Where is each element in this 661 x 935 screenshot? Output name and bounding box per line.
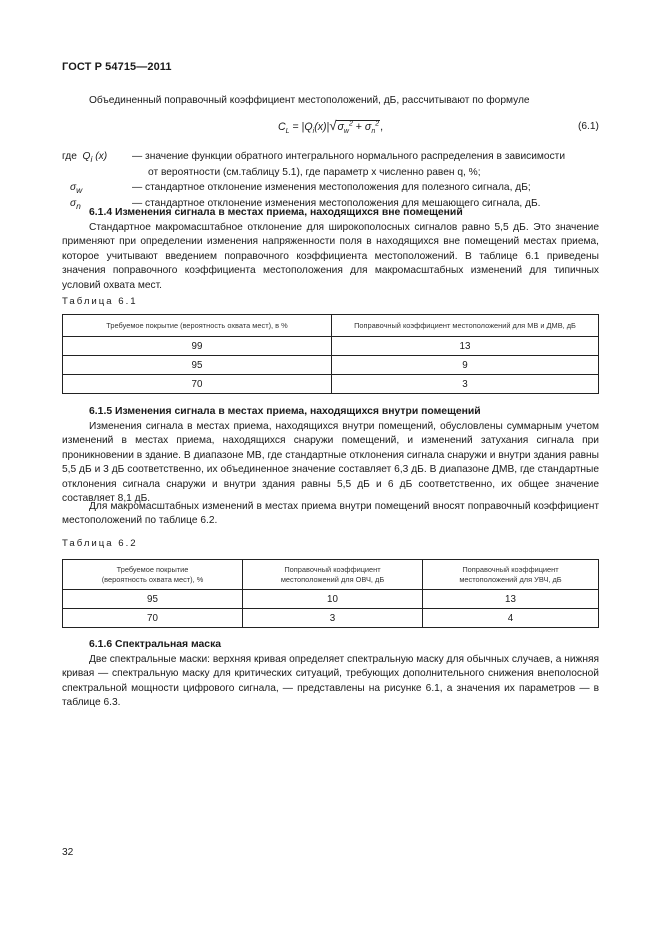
section-6-1-4-text: Стандартное макромасштабное отклонение для широкополосных сигналов равно 5,5 дБ. Это значение применяют при определении изменения напряженности поля в находящихся вне помещений местах приема, которое учитывают введением поправочного коэффициента местоположений. В таблице 6.1 приведены значения поправочного коэффициента местоположения для макромасштабных изменений для типичных условий охвата мест.: [62, 222, 599, 291]
definition-item: где $Q_i$ (x) — значение функции обратного интегрального нормального распределения в зависимости: [62, 151, 566, 165]
table-header-cell: Поправочный коэффициент местоположений для МВ и ДМВ, дБ: [332, 315, 599, 337]
section-6-1-4-title: 6.1.4 Изменения сигнала в местах приема, находящихся вне помещений: [89, 207, 463, 218]
intro-paragraph: Объединенный поправочный коэффициент местоположений, дБ, рассчитывают по формуле: [89, 95, 530, 106]
definition-item: от вероятности (см.таблицу 5.1), где параметр x численно равен q, %;: [148, 167, 481, 179]
table-6-2: [62, 559, 599, 628]
table-6-1: [62, 314, 599, 394]
page-number: 32: [62, 847, 74, 858]
definition-item: $\sigma_n$ — стандартное отклонение изменения местоположения для мешающего сигнала, дБ.: [70, 198, 541, 212]
document-header: ГОСТ Р 54715—2011: [62, 61, 172, 73]
table-6-1-caption: Таблица 6.1: [62, 296, 138, 307]
section-6-1-6-text: Две спектральные маски: верхняя кривая определяет спектральную маску для обычных случаев, а нижняя кривая — спектральную маску для критических ситуаций, требующих дополнительного снижения внеполосной спектральной мощности цифрового сигнала, — представлены на рисунке 6.1, а значения их параметров — в таблице 6.3.: [62, 654, 599, 709]
table-row: 95 9: [63, 356, 599, 375]
table-row: 70 3: [63, 375, 599, 394]
table-header-cell: Поправочный коэффициент местоположений для ОВЧ, дБ: [243, 560, 423, 590]
definition-item: $\sigma_w$ — стандартное отклонение изменения местоположения для полезного сигнала, дБ;: [70, 181, 531, 195]
formula-6-1: $C_L = |Q_i(x)|√\sigma_w^2 + \sigma_n^2$,: [278, 118, 384, 136]
formula-number: (6.1): [578, 121, 599, 132]
table-row: 95 10 13: [63, 590, 599, 609]
section-6-1-5-text-1: Изменения сигнала в местах приема, находящихся внутри помещений, обусловлены суммарным учетом изменений в местах приема, находящихся снаружи помещений, и изменений затухания сигнала при проникновении в здание. В диапазоне МВ, где стандартные отклонения сигнала снаружи и внутри здания равны 5,5 дБ и 3 дБ соответственно, их объединенное значение составляет 6,3 дБ. В диапазоне ДМВ, где стандартные отклонения сигнала снаружи и внутри здания равны 5,5 дБ и 6 дБ соответственно, их общее значение составляет 8,1 дБ.: [62, 421, 599, 505]
table-row: 70 3 4: [63, 609, 599, 628]
table-6-2-caption: Таблица 6.2: [62, 538, 138, 549]
table-header-cell: Поправочный коэффициент местоположений для УВЧ, дБ: [423, 560, 599, 590]
sqrt-icon: √: [329, 118, 337, 133]
definitions-list: [62, 150, 599, 214]
section-6-1-5-title: 6.1.5 Изменения сигнала в местах приема, находящихся внутри помещений: [89, 406, 481, 417]
table-header-cell: Требуемое покрытие (вероятность охвата мест), %: [63, 560, 243, 590]
table-row: 99 13: [63, 337, 599, 356]
section-6-1-6-title: 6.1.6 Спектральная маска: [89, 639, 222, 650]
table-header-cell: Требуемое покрытие (вероятность охвата мест), в %: [63, 315, 332, 337]
section-6-1-5-text-2: Для макромасштабных изменений в местах приема внутри помещений вносят поправочный коэффициент местоположений по таблице 6.2.: [62, 501, 599, 527]
